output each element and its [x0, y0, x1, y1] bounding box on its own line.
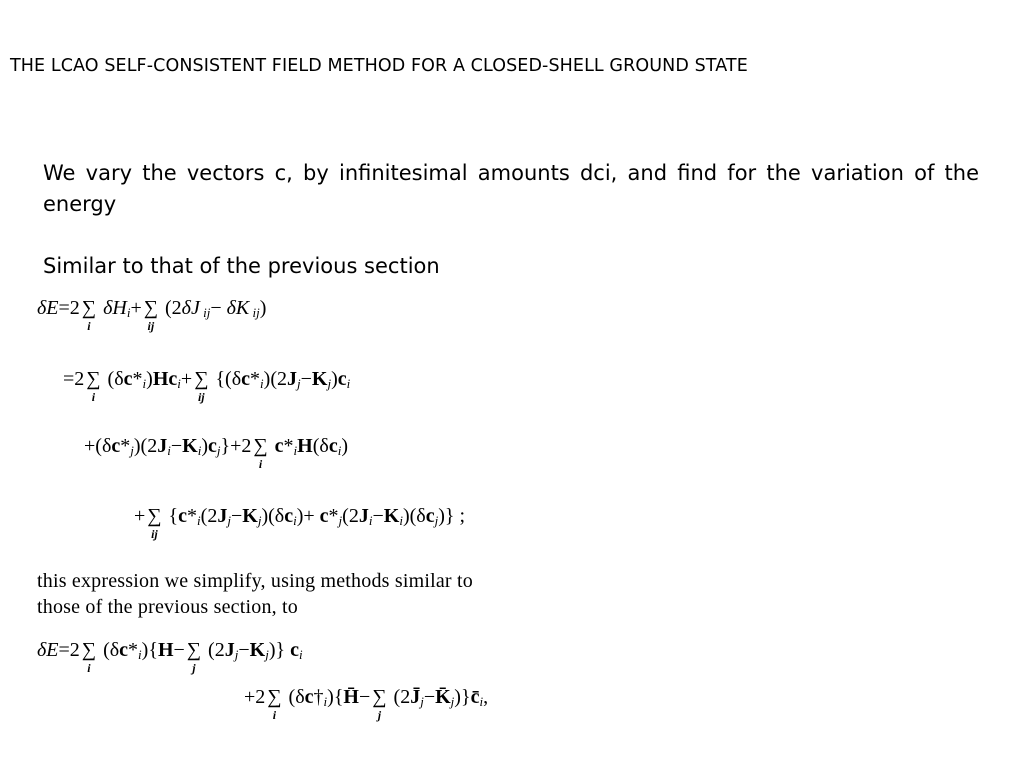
scan-text-line-2: those of the previous section, to — [37, 596, 298, 618]
equation-2-line-1: δE=2 ∑ i (δc*i){H− ∑ j (2Jj−Kj)} ci — [37, 639, 303, 675]
scan-text-line-1: this expression we simplify, using methods similar to — [37, 570, 473, 592]
equation-2-line-2: +2 ∑ i (δc†i){H̄− ∑ j (2J̄j−K̄j)}c̄i, — [244, 686, 489, 722]
equation-1-line-1: δE=2 ∑ i δHi+ ∑ ij (2δJ ij− δK ij) — [37, 297, 267, 333]
intro-paragraph: We vary the vectors c, by infinitesimal amounts dci, and find for the variation of the energy — [43, 161, 979, 216]
slide-title: THE LCAO SELF-CONSISTENT FIELD METHOD FOR A CLOSED-SHELL GROUND STATE — [10, 56, 748, 76]
equation-1-line-2: =2 ∑ i (δc*i)Hci+ ∑ ij {(δc*i)(2Jj−Kj)ci — [63, 368, 351, 404]
equation-1-line-4: + ∑ ij {c*i(2Jj−Kj)(δci)+ c*j(2Ji−Ki)(δcj)} ; — [134, 505, 466, 541]
equation-1-line-3: +(δc*j)(2Ji−Ki)cj}+2 ∑ i c*iH(δci) — [84, 435, 349, 471]
similar-note: Similar to that of the previous section — [43, 254, 440, 278]
